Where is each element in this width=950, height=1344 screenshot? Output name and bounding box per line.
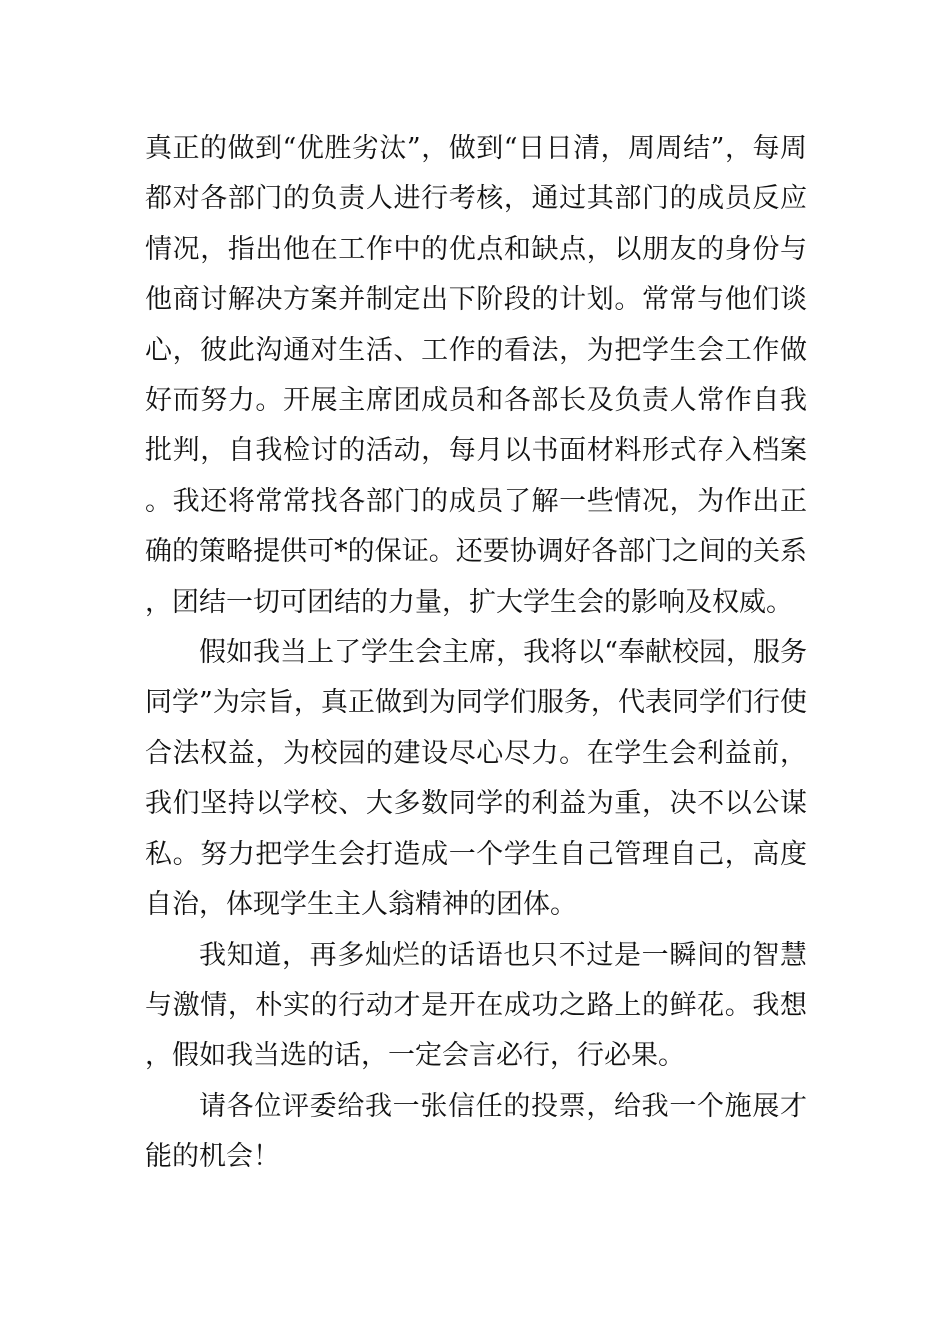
document-body bbox=[145, 124, 807, 1183]
paragraph-3: 我知道，再多灿烂的话语也只不过是一瞬间的智慧与激情，朴实的行动才是开在成功之路上的鲜花。我想，假如我当选的话，一定会言必行，行必果。 bbox=[145, 939, 807, 1072]
paragraph-4: 请各位评委给我一张信任的投票，给我一个施展才能的机会！ bbox=[145, 1090, 807, 1173]
paragraph-1: 真正的做到“优胜劣汰”，做到“日日清，周周结”，每周都对各部门的负责人进行考核，通过其部门的成员反应情况，指出他在工作中的优点和缺点，以朋友的身份与他商讨解决方案并制定出下阶段的计划。常常与他们谈心，彼此沟通对生活、工作的看法，为把学生会工作做好而努力。开展主席团成员和各部长及负责人常作自我批判，自我检讨的活动，每月以书面材料形式存入档案。我还将常常找各部门的成员了解一些情况，为作出正确的策略提供可*的保证。还要协调好各部门之间的关系，团结一切可团结的力量，扩大学生会的影响及权威。 bbox=[145, 133, 807, 618]
paragraph-2: 假如我当上了学生会主席，我将以“奉献校园，服务同学”为宗旨，真正做到为同学们服务，代表同学们行使合法权益，为校园的建设尽心尽力。在学生会利益前，我们坚持以学校、大多数同学的利益为重，决不以公谋私。努力把学生会打造成一个学生自己管理自己，高度自治，体现学生主人翁精神的团体。 bbox=[145, 637, 807, 921]
